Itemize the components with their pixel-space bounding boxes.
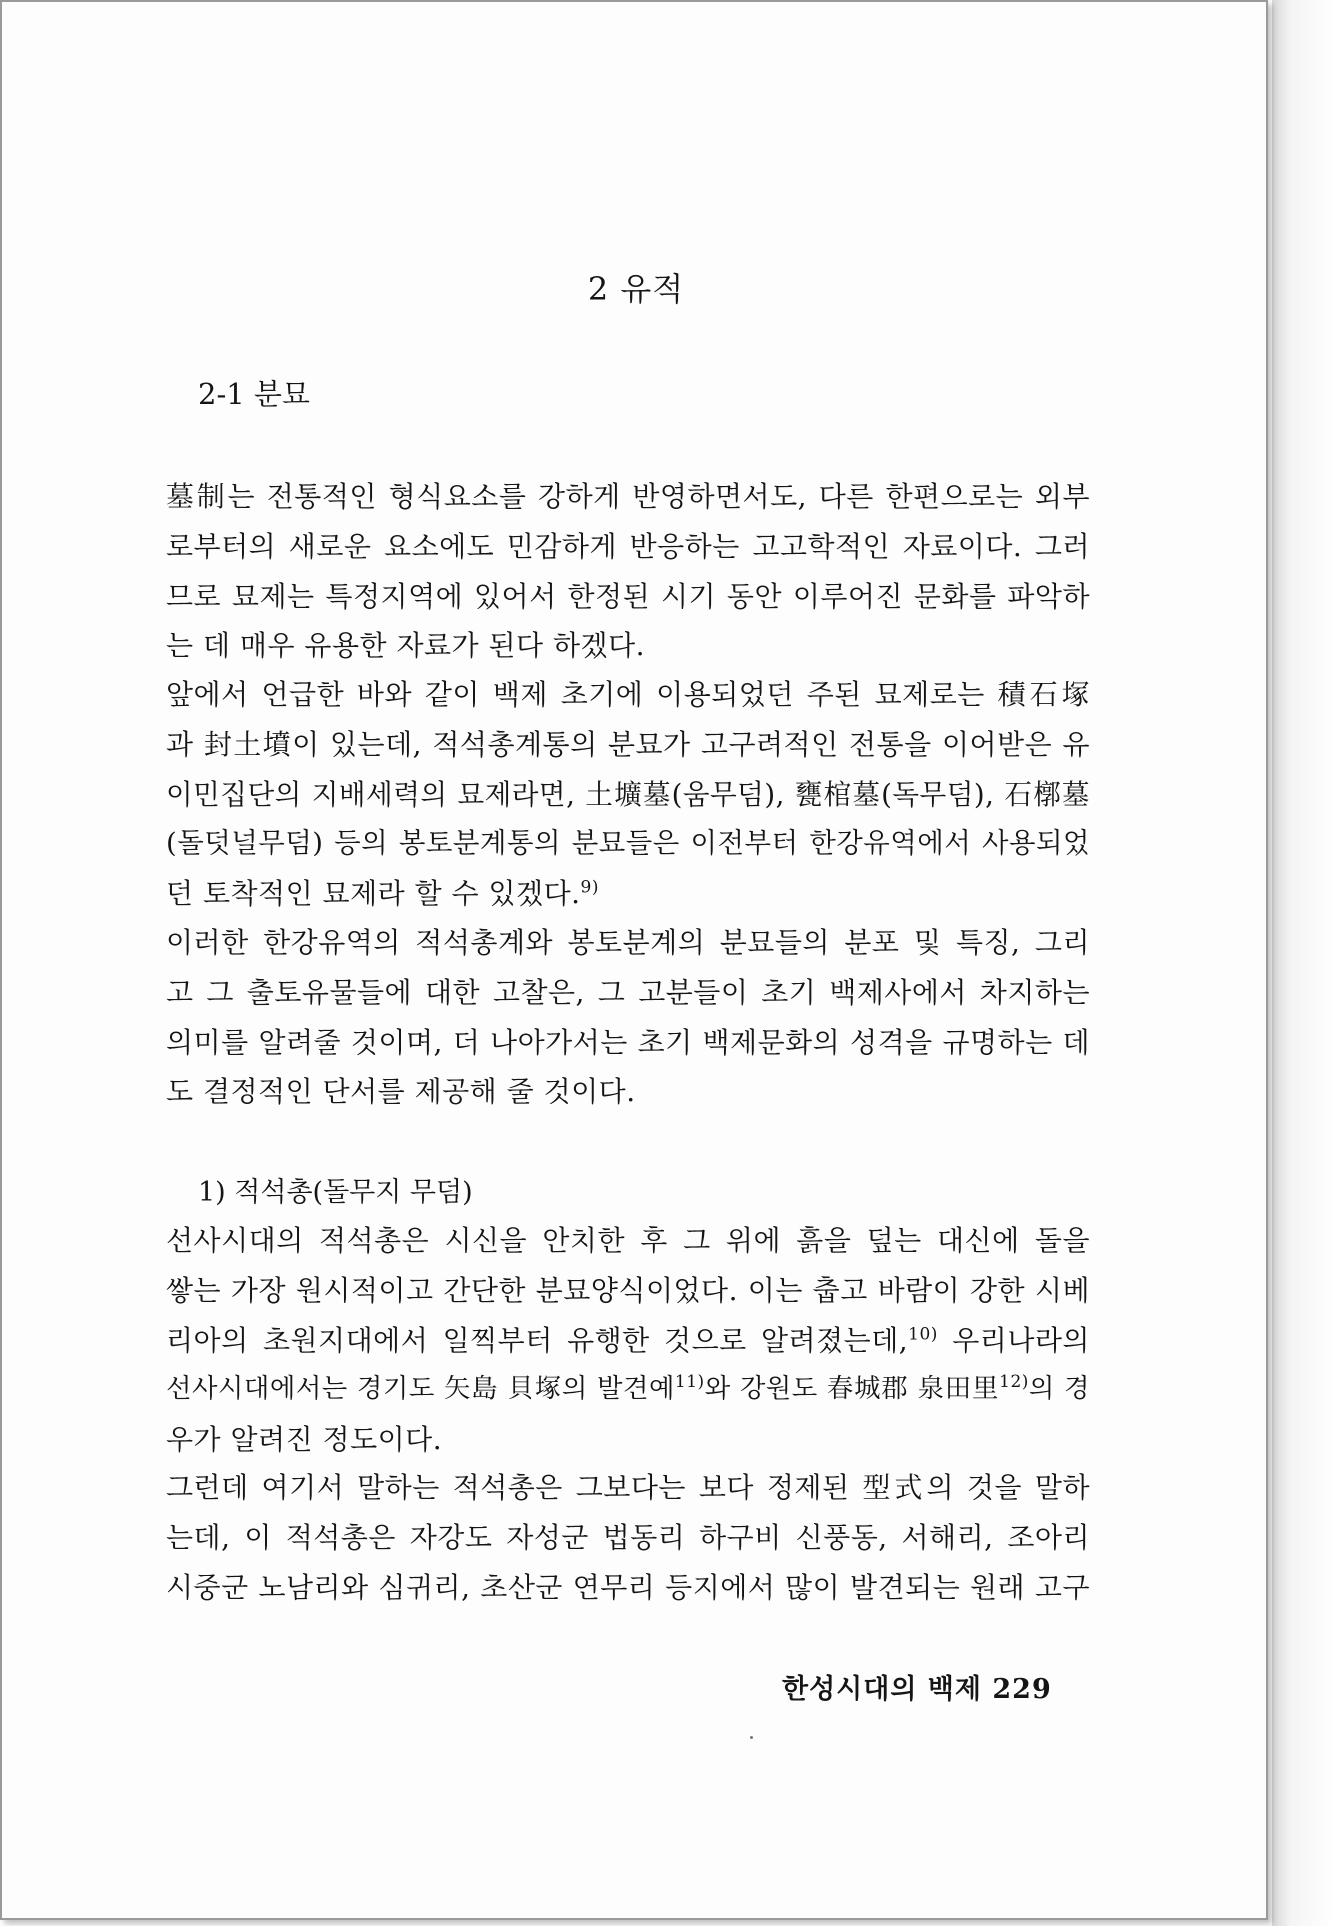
paragraph-5: [166, 1463, 1090, 1612]
text-line: 쌓는 가장 원시적이고 간단한 분묘양식이었다. 이는 춥고 바람이 강한 시베: [166, 1273, 1090, 1307]
page-footer-running-title: 한성시대의 백제 229: [782, 1674, 1052, 1705]
text-line: 로부터의 새로운 요소에도 민감하게 반응하는 고고학적인 자료이다. 그러: [166, 529, 1090, 563]
footnote-ref[interactable]: 9): [580, 877, 599, 898]
text-line: 앞에서 언급한 바와 같이 백제 초기에 이용되었던 주된 묘제로는 積石塚: [166, 678, 1090, 711]
text-line: 그런데 여기서 말하는 적석총은 그보다는 보다 정제된 型式의 것을 말하: [166, 1471, 1090, 1504]
text-line: 과 封土墳이 있는데, 적석총계통의 분묘가 고구려적인 전통을 이어받은 유: [166, 727, 1090, 761]
subsection-title: 2-1 분묘: [198, 377, 310, 411]
text-line: 는데, 이 적석총은 자강도 자성군 법동리 하구비 신풍동, 서해리, 조아리: [166, 1520, 1090, 1554]
footnote-ref[interactable]: 10): [908, 1324, 938, 1345]
text-line: 도 결정적인 단서를 제공해 줄 것이다.: [166, 1075, 636, 1109]
text-segment: 리아의 초원지대에서 일찍부터 유행한 것으로 알려졌는데,: [166, 1323, 909, 1357]
text-line: (돌덧널무덤) 등의 봉토분계통의 분묘들은 이전부터 한강유역에서 사용되었: [166, 828, 1090, 860]
text-line: 시중군 노남리와 심귀리, 초산군 연무리 등지에서 많이 발견되는 원래 고구: [166, 1570, 1090, 1604]
paragraph-1: [166, 472, 1090, 671]
text-segment: 와 강원도 春城郡 泉田里: [704, 1374, 1000, 1405]
section-title: 2 유적: [587, 270, 685, 308]
text-segment: 던 토착적인 묘제라 할 수 있겠다.: [166, 877, 581, 911]
text-line-with-footnote: [166, 869, 1090, 919]
text-line: 므로 묘제는 특정지역에 있어서 한정된 시기 동안 이루어진 문화를 파악하: [166, 579, 1090, 613]
paragraph-3: [166, 918, 1090, 1117]
text-line: 이민집단의 지배세력의 묘제라면, 土壙墓(움무덤), 甕棺墓(독무덤), 石槨墓: [166, 777, 1090, 811]
text-line: 는 데 매우 유용한 자료가 된다 하겠다.: [166, 629, 646, 663]
text-line: 이러한 한강유역의 적석총계와 봉토분계의 분묘들의 분포 및 특징, 그리: [166, 926, 1090, 959]
page-edge-shadow: [1272, 0, 1334, 1926]
paragraph-4: [166, 1216, 1090, 1465]
text-line-with-footnote: [166, 1365, 1090, 1415]
text-line: 墓制는 전통적인 형식요소를 강하게 반영하면서도, 다른 한편으로는 외부: [166, 480, 1090, 513]
subheading-stone-mound-tombs: 1) 적석총(돌무지 무덤): [198, 1177, 473, 1208]
footnote-ref[interactable]: 11): [674, 1372, 705, 1393]
text-segment: 의 경: [1028, 1374, 1091, 1405]
text-segment: 선사시대에서는 경기도 矢島 貝塚의 발견예: [166, 1374, 675, 1405]
text-line: 고 그 출토유물들에 대한 고찰은, 그 고분들이 초기 백제사에서 차지하는: [166, 975, 1090, 1009]
footnote-ref[interactable]: 12): [999, 1372, 1029, 1393]
text-line: 의미를 알려줄 것이며, 더 나아가서는 초기 백제문화의 성격을 규명하는 데: [166, 1025, 1090, 1059]
text-line-with-footnote: [166, 1316, 1090, 1366]
text-line: 선사시대의 적석총은 시신을 안치한 후 그 위에 흙을 덮는 대신에 돌을: [166, 1224, 1090, 1257]
scan-speck: [750, 1736, 753, 1739]
text-line: 우가 알려진 정도이다.: [166, 1423, 443, 1457]
paragraph-2: [166, 670, 1090, 919]
text-segment: 우리나라의: [937, 1323, 1090, 1357]
